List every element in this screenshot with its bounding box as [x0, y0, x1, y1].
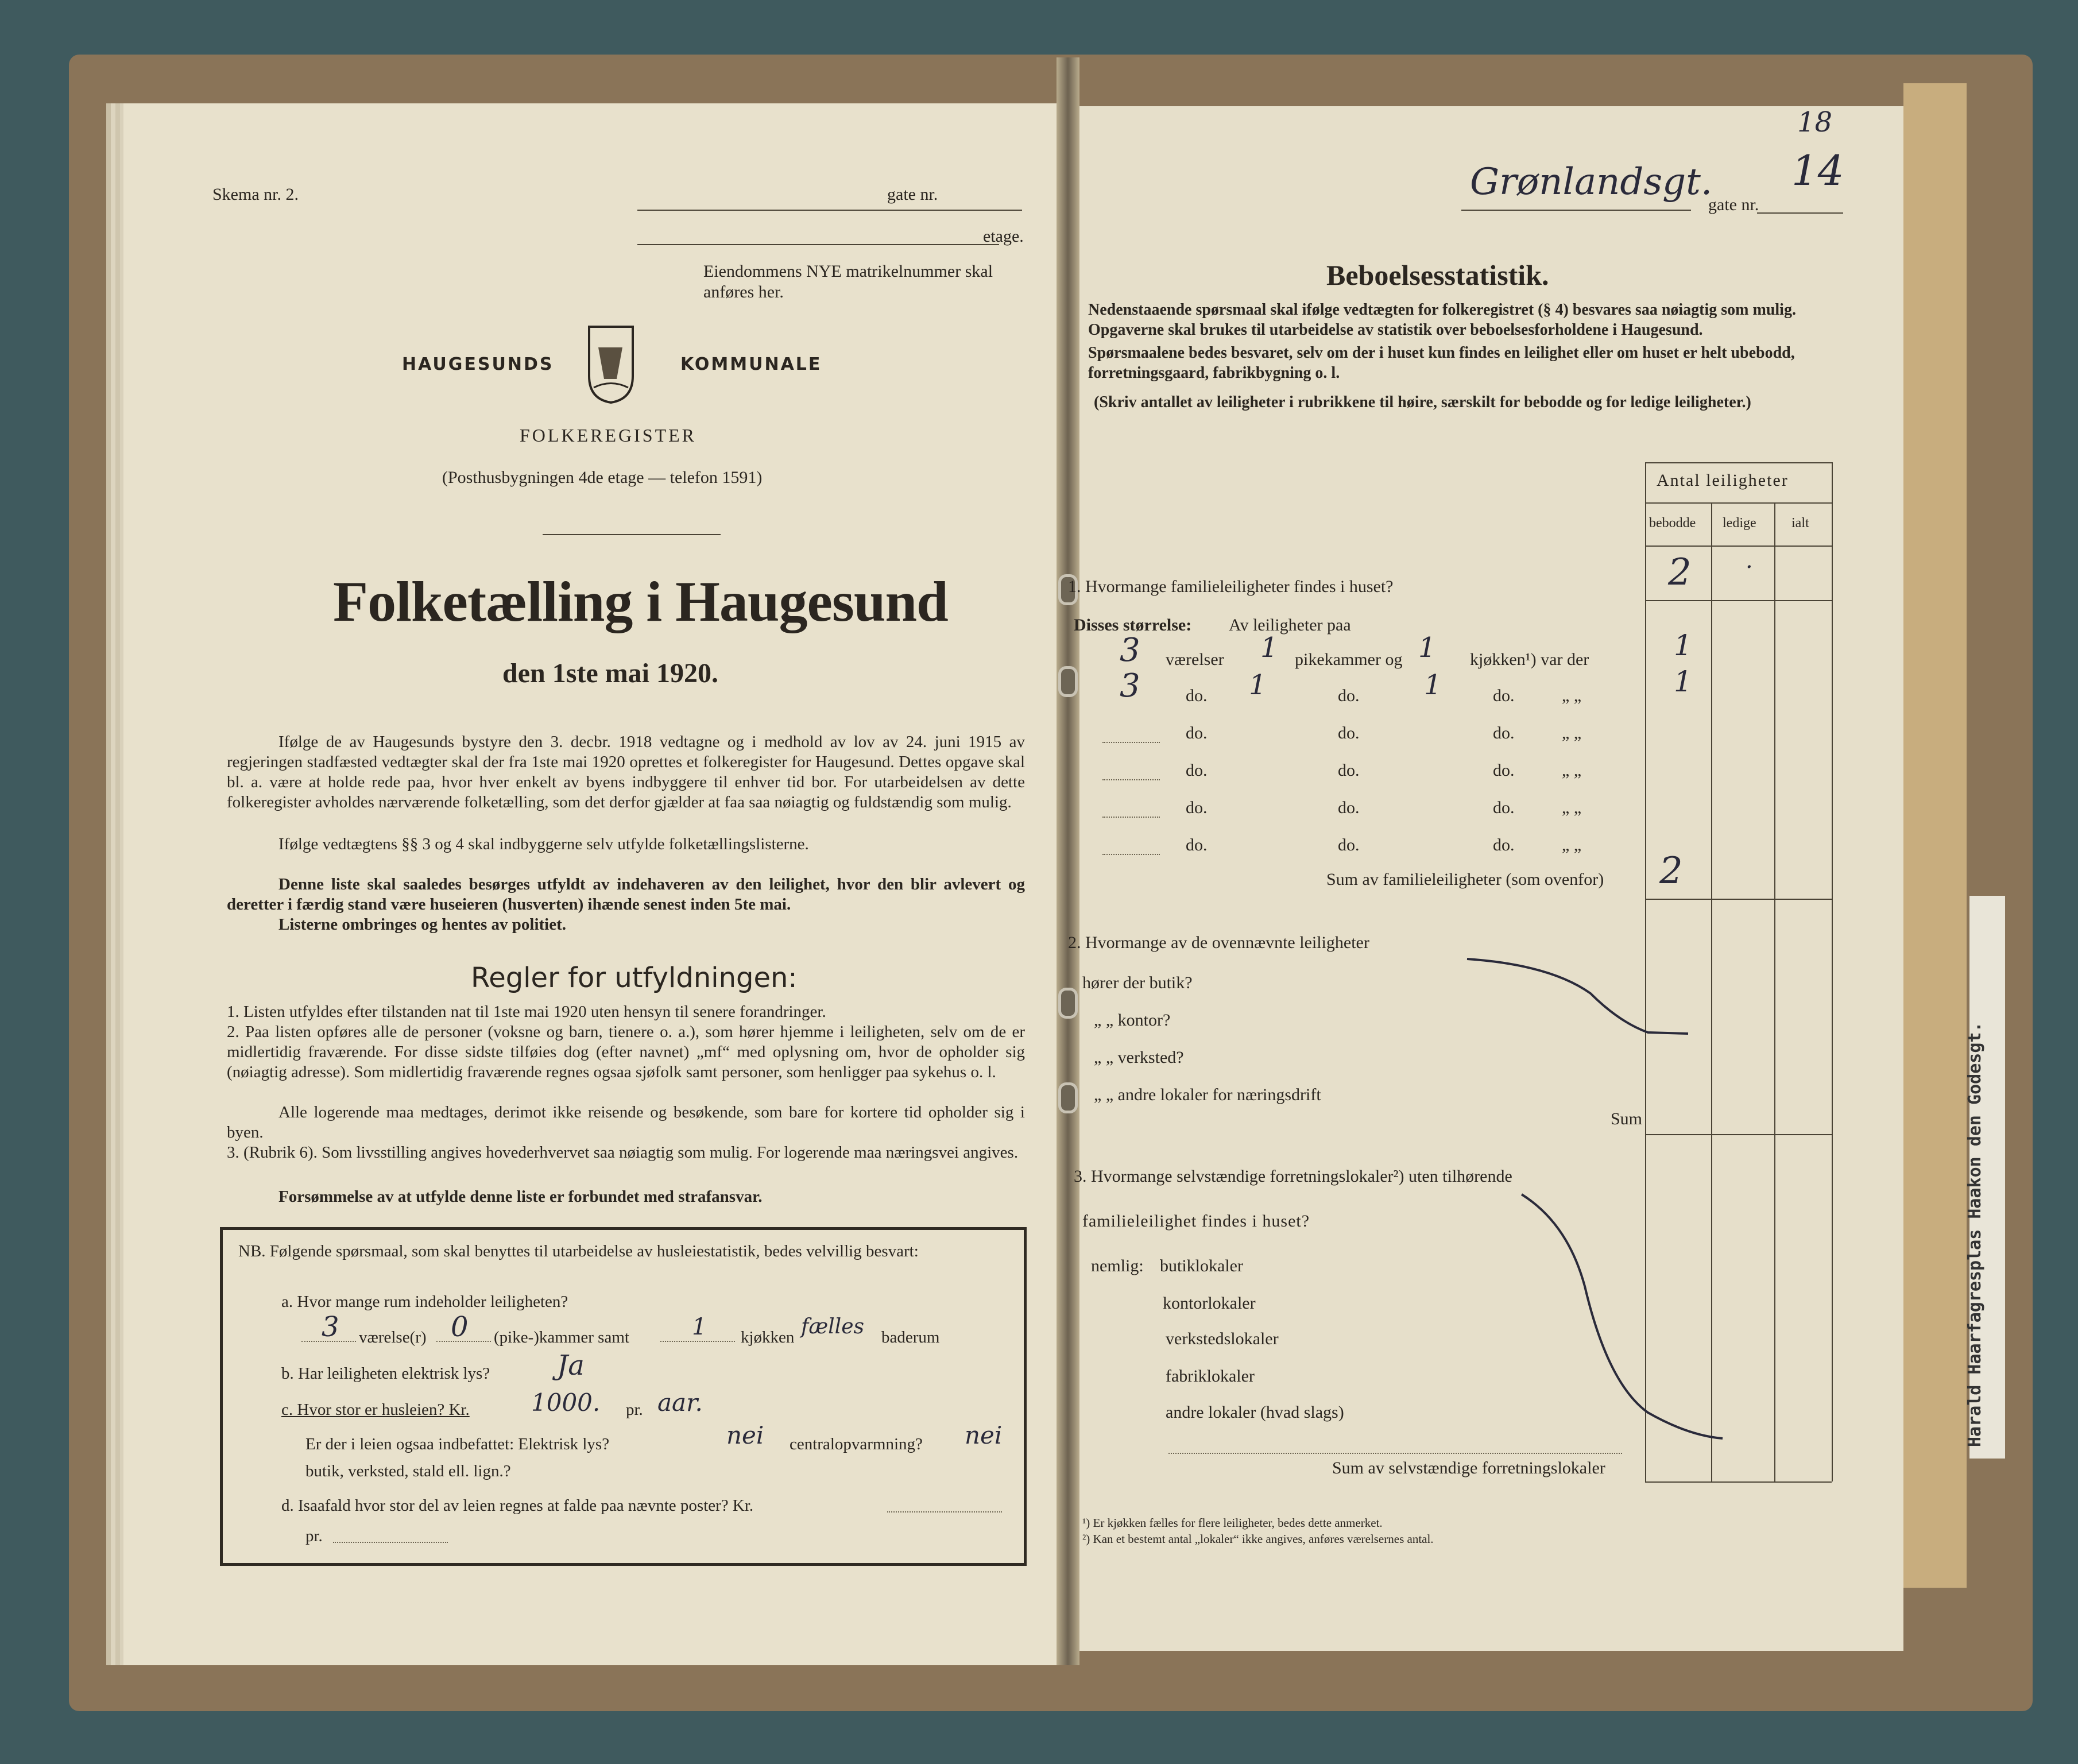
r1-kitchen[interactable]: 1	[1418, 632, 1436, 664]
q2-sum-label: Sum	[1611, 1109, 1643, 1128]
table-bottom	[1645, 1481, 1832, 1483]
rule-2b: Alle logerende maa medtages, derimot ikke reisende og besøkende, som bare for kortere tid opholder sig i byen.	[227, 1103, 1025, 1142]
q2-office: „ „ kontor?	[1094, 1011, 1171, 1030]
question-d: d. Isaafald hvor stor del av leien regnes at falde paa nævnte poster? Kr.	[281, 1496, 754, 1515]
r1-value[interactable]: 1	[1674, 629, 1692, 662]
workshop-premises: verkstedslokaler	[1166, 1329, 1279, 1348]
r6-do-2: do.	[1338, 835, 1360, 854]
office-premises: kontorlokaler	[1163, 1294, 1256, 1313]
handwritten-dash-stroke	[1464, 953, 1694, 1045]
skema-number: Skema nr. 2.	[212, 185, 299, 204]
question-c3: butik, verksted, stald ell. lign.?	[305, 1462, 511, 1480]
label-kitchen: kjøkken	[741, 1328, 795, 1347]
house-number-correction: 18	[1797, 106, 1833, 138]
gate-line	[637, 210, 1022, 211]
question-1: 1. Hvormange familieleiligheter findes i huset?	[1068, 577, 1394, 596]
question-c: c. Hvor stor er husleien? Kr.	[281, 1401, 470, 1419]
row-sep	[1645, 1134, 1832, 1135]
r2-value[interactable]: 1	[1674, 665, 1692, 698]
col-total: ialt	[1791, 516, 1809, 531]
q2-other: „ „ andre lokaler for næringsdrift	[1094, 1085, 1321, 1104]
kommune-right: KOMMUNALE	[680, 354, 822, 374]
q2-shop: hører der butik?	[1082, 973, 1193, 992]
question-c2: Er der i leien ogsaa indbefattet: Elektrisk lys?	[305, 1435, 610, 1453]
r4-do-2: do.	[1338, 761, 1360, 780]
label-bathroom: baderum	[881, 1328, 940, 1347]
r4-do-3: do.	[1493, 761, 1515, 780]
r5-do-3: do.	[1493, 798, 1515, 817]
r5-do: do.	[1186, 798, 1208, 817]
r1-kitchen-label: kjøkken¹) var der	[1470, 650, 1589, 669]
label-rooms: værelse(r)	[359, 1328, 427, 1347]
r3-do: do.	[1186, 724, 1208, 742]
rules-heading: Regler for utfyldningen:	[471, 962, 798, 994]
r6-do: do.	[1186, 835, 1208, 854]
intro-paragraph-3: Denne liste skal saaledes besørges utfyldt av indehaveren av den leilighet, hvor den blir avlevert og deretter i færdig stand være huseieren (husverten) ihænde senest inden 5te mai.	[227, 875, 1025, 914]
col-vacant: ledige	[1723, 516, 1756, 531]
office-address: (Posthusbygningen 4de etage — telefon 1591)	[442, 468, 763, 487]
other-premises-line	[1168, 1453, 1622, 1454]
statistics-intro-1: Nedenstaaende spørsmaal skal ifølge vedtægten for folkeregistret (§ 4) besvares saa nøiagtig som mulig. Opgaverne skal brukes til utarbeidelse av statistik over beboelsesforholdene i Haugesund.	[1088, 301, 1796, 339]
sizes-sub: Av leiligheter paa	[1229, 616, 1351, 635]
r1-maid[interactable]: 1	[1260, 632, 1278, 664]
number-line	[1757, 212, 1843, 214]
answer-maid-room[interactable]: 0	[451, 1311, 469, 1343]
sum-business-label: Sum av selvstændige forretningslokaler	[1332, 1459, 1605, 1477]
street-name-handwritten[interactable]: Grønlandsgt.	[1470, 161, 1713, 203]
question-2: 2. Hvormange av de ovennævnte leiligheter	[1068, 933, 1369, 952]
divider	[543, 534, 721, 535]
handwritten-dash-stroke	[1516, 1177, 1780, 1447]
book-gutter	[1057, 57, 1079, 1665]
q1-vacant[interactable]: ·	[1746, 554, 1753, 581]
r1-maid-label: pikekammer og	[1295, 650, 1403, 669]
binder-ring	[1058, 1082, 1078, 1113]
nemlig-label: nemlig:	[1091, 1256, 1144, 1275]
r3-line	[1102, 742, 1160, 743]
r2-rooms[interactable]: 3	[1120, 667, 1140, 705]
footnote-1: ¹) Er kjøkken fælles for flere leiligheter, bedes dette anmerket.	[1082, 1516, 1383, 1530]
answer-central-heating[interactable]: nei	[965, 1421, 1003, 1449]
col-occupied: bebodde	[1649, 516, 1696, 531]
question-d-per: pr.	[305, 1527, 323, 1545]
r2-maid[interactable]: 1	[1249, 669, 1267, 701]
label-per: pr.	[626, 1401, 643, 1419]
footnote-2: ²) Kan et bestemt antal „lokaler“ ikke angives, anføres værelsernes antal.	[1082, 1532, 1434, 1546]
r5-quote: „ „	[1562, 798, 1582, 817]
r3-quote: „ „	[1562, 724, 1582, 742]
answer-electric-included[interactable]: nei	[726, 1421, 764, 1449]
table-top	[1645, 462, 1832, 463]
label-maid-room: (pike-)kammer samt	[494, 1328, 629, 1347]
rule-3: 3. (Rubrik 6). Som livsstilling angives hovederhvervet saa nøiagtig som mulig. For logerende maa næringsvei angives.	[227, 1143, 1019, 1162]
col-group-header: Antal leiligheter	[1657, 471, 1789, 490]
question-3b: familieleilighet findes i huset?	[1082, 1212, 1310, 1231]
answer-line	[887, 1511, 1002, 1512]
row-sep	[1645, 899, 1832, 900]
etage-line	[637, 244, 999, 245]
r5-line	[1102, 817, 1160, 818]
rule-1: 1. Listen utfyldes efter tilstanden nat til 1ste mai 1920 uten hensyn til senere forandringer.	[227, 1003, 826, 1021]
page-subtitle: den 1ste mai 1920.	[502, 658, 718, 688]
r2-kitchen[interactable]: 1	[1424, 669, 1442, 701]
row-sep	[1645, 600, 1832, 601]
table-border	[1832, 462, 1833, 1481]
shop-premises: butiklokaler	[1160, 1256, 1243, 1275]
question-3: 3. Hvormange selvstændige forretningslokaler²) uten tilhørende	[1074, 1167, 1512, 1186]
etage-label: etage.	[983, 227, 1024, 246]
index-tab-label: Harald Haarfagresplas Haakon den Godesgt.	[1965, 1022, 1985, 1447]
q2-workshop: „ „ verksted?	[1094, 1048, 1184, 1067]
sizes-label: Disses størrelse:	[1074, 616, 1192, 635]
factory-premises: fabriklokaler	[1166, 1367, 1255, 1386]
answer-line	[333, 1542, 448, 1543]
other-premises: andre lokaler (hvad slags)	[1166, 1403, 1344, 1422]
house-number-handwritten[interactable]: 14	[1791, 146, 1844, 195]
right-edge-strip	[1903, 83, 1967, 1588]
sum-family-value[interactable]: 2	[1659, 850, 1683, 892]
r3-do-3: do.	[1493, 724, 1515, 742]
question-b: b. Har leiligheten elektrisk lys?	[281, 1364, 490, 1383]
intro-paragraph-1: Ifølge de av Haugesunds bystyre den 3. decbr. 1918 vedtagne og i medhold av lov av 24. juni 1915 av regjeringen stadfæsted vedtægter skal der fra 1ste mai 1920 oprettes et folkeregister for Haugesund. Dettes opgave skal bl. a. være at holde rede paa, hvor hver enkelt av byens indbyggere til enhver tid bor. For utarbeidelsen av dette folkeregister avholdes nærværende folketælling, som det derfor gjælder at faa saa nøiagtig og fuldstændig som mulig.	[227, 733, 1025, 811]
answer-rooms[interactable]: 3	[322, 1311, 339, 1343]
page-title: Folketælling i Haugesund	[333, 570, 948, 633]
coat-of-arms-icon	[587, 324, 635, 405]
r2-do-2: do.	[1338, 686, 1360, 705]
table-head-bottom	[1645, 546, 1832, 547]
answer-kitchen[interactable]: 1	[692, 1314, 707, 1340]
r4-quote: „ „	[1562, 761, 1582, 780]
label-central-heating: centralopvarmning?	[790, 1435, 923, 1453]
nb-intro: NB. Følgende spørsmaal, som skal benyttes til utarbeidelse av husleiestatistik, bedes velvillig besvart:	[238, 1242, 919, 1260]
q1-occupied[interactable]: 2	[1668, 551, 1692, 594]
table-head-sep	[1645, 502, 1832, 504]
binder-ring	[1058, 988, 1078, 1019]
r4-line	[1102, 779, 1160, 780]
r1-rooms[interactable]: 3	[1120, 632, 1140, 669]
r2-quote: „ „	[1562, 686, 1582, 705]
r5-do-2: do.	[1338, 798, 1360, 817]
answer-line	[660, 1341, 735, 1342]
statistics-intro-3: (Skriv antallet av leiligheter i rubrikkene til høire, særskilt for bebodde og for ledige leiligheter.)	[1094, 393, 1751, 411]
r4-do: do.	[1186, 761, 1208, 780]
gate-label: gate nr.	[887, 185, 938, 204]
answer-rent[interactable]: 1000.	[531, 1388, 601, 1417]
gate-label-right: gate nr.	[1708, 195, 1759, 214]
sum-family-label: Sum av familieleiligheter (som ovenfor)	[1326, 870, 1604, 889]
r6-do-3: do.	[1493, 835, 1515, 854]
r6-quote: „ „	[1562, 835, 1582, 854]
matrikkel-note: Eiendommens NYE matrikelnummer skal anføres her.	[703, 262, 993, 301]
r1-rooms-label: værelser	[1166, 650, 1224, 669]
answer-period[interactable]: aar.	[657, 1388, 703, 1417]
r2-do: do.	[1186, 686, 1208, 705]
r3-do-2: do.	[1338, 724, 1360, 742]
binder-ring	[1058, 666, 1078, 697]
street-line	[1461, 210, 1691, 211]
penalty-note: Forsømmelse av at utfylde denne liste er forbundet med strafansvar.	[278, 1187, 763, 1206]
answer-shared[interactable]: fælles	[801, 1315, 864, 1339]
intro-paragraph-4: Listerne ombringes og hentes av politiet.	[278, 915, 567, 934]
statistics-title: Beboelsesstatistik.	[1326, 259, 1549, 291]
r2-do-3: do.	[1493, 686, 1515, 705]
kommune-left: HAUGESUNDS	[402, 354, 554, 374]
answer-electric[interactable]: Ja	[557, 1349, 585, 1382]
question-a: a. Hvor mange rum indeholder leiligheten?	[281, 1293, 568, 1311]
rule-2: 2. Paa listen opføres alle de personer (voksne og barn, tienere o. a.), som hører hjemme i leiligheten, selv om de er midlertidig fraværende. For disse sidste tilføies dog (efter navnet) „mf“ med oplysning om, hvor de opholder sig (nøiagtig adresse). Som midlertidig fraværende regnes ogsaa sjøfolk samt personer, som henligger paa sykehus o. l.	[227, 1023, 1025, 1081]
folkeregister-heading: FOLKEREGISTER	[520, 425, 696, 446]
intro-paragraph-2: Ifølge vedtægtens §§ 3 og 4 skal indbyggerne selv utfylde folketællingslisterne.	[278, 835, 809, 853]
r6-line	[1102, 854, 1160, 855]
statistics-intro-2: Spørsmaalene bedes besvaret, selv om der i huset kun findes en leilighet eller om huset er helt ubebodd, forretningsgaard, fabrikbygning o. l.	[1088, 344, 1795, 382]
